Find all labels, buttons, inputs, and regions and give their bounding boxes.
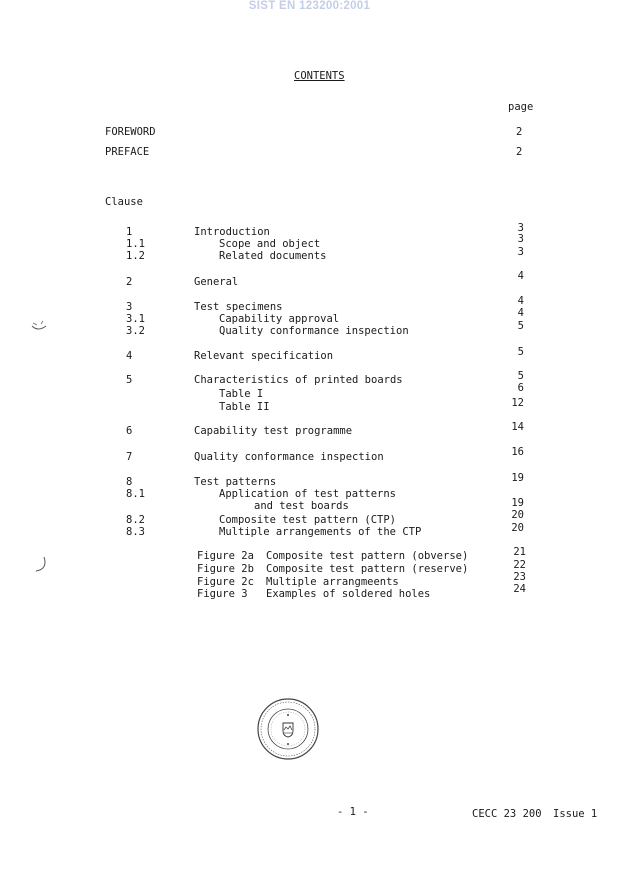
toc-page-number: 4: [517, 295, 524, 307]
toc-page-number: 5: [517, 346, 524, 358]
toc-clause-number: 3: [126, 301, 133, 313]
toc-clause-number: 1.2: [126, 250, 145, 262]
binding-mark-icon: [30, 318, 50, 334]
front-matter-foreword-page: 2: [516, 126, 523, 138]
front-matter-preface-page: 2: [516, 146, 523, 158]
toc-page-number: 16: [511, 446, 524, 458]
toc-clause-title: Capability test programme: [194, 425, 353, 437]
figure-label: Figure 2a: [197, 550, 254, 562]
toc-page-number: 19: [511, 472, 524, 484]
toc-page-number: 3: [517, 246, 524, 258]
figure-title: Examples of soldered holes: [266, 588, 431, 600]
page-title: CONTENTS: [294, 70, 345, 82]
toc-clause-title: Test specimens: [194, 301, 283, 313]
toc-page-number: 5: [517, 370, 524, 382]
toc-page-number: 5: [517, 320, 524, 332]
toc-clause-number: 8.2: [126, 514, 145, 526]
toc-clause-title: Application of test patterns: [219, 488, 397, 500]
watermark: SIST EN 123200:2001: [248, 0, 371, 12]
toc-clause-number: 8: [126, 476, 133, 488]
figure-label: Figure 2b: [197, 563, 254, 575]
toc-clause-title: Quality conformance inspection: [219, 325, 409, 337]
figure-page-number: 22: [513, 559, 526, 571]
figure-label: Figure 3: [197, 588, 248, 600]
toc-clause-title: Test patterns: [194, 476, 277, 488]
figure-page-number: 24: [513, 583, 526, 595]
toc-clause-title: Introduction: [194, 226, 270, 238]
toc-page-number: 3: [517, 233, 524, 245]
front-matter-preface-label: PREFACE: [105, 146, 150, 158]
toc-clause-number: 8.1: [126, 488, 145, 500]
front-matter-foreword-label: FOREWORD: [105, 126, 156, 138]
toc-clause-number: 3.2: [126, 325, 145, 337]
toc-page-number: 20: [511, 522, 524, 534]
page-column-header: page: [508, 101, 534, 113]
toc-page-number: 3: [517, 222, 524, 234]
toc-clause-number: 3.1: [126, 313, 145, 325]
toc-clause-number: 1.1: [126, 238, 145, 250]
toc-clause-title: Multiple arrangements of the CTP: [219, 526, 422, 538]
figure-page-number: 21: [513, 546, 526, 558]
figure-page-number: 23: [513, 571, 526, 583]
footer-doc-ref: CECC 23 200: [472, 808, 542, 820]
toc-clause-number: 2: [126, 276, 133, 288]
toc-clause-title: Quality conformance inspection: [194, 451, 384, 463]
footer-page-number: - 1 -: [337, 806, 369, 818]
toc-clause-title: Related documents: [219, 250, 327, 262]
stamp-seal-icon: [256, 697, 320, 761]
toc-page-number: 4: [517, 270, 524, 282]
toc-page-number: 19: [511, 497, 524, 509]
toc-clause-number: 7: [126, 451, 133, 463]
figure-label: Figure 2c: [197, 576, 254, 588]
toc-page-number: 6: [517, 382, 524, 394]
toc-clause-title: Capability approval: [219, 313, 340, 325]
toc-clause-title: and test boards: [254, 500, 349, 512]
toc-clause-title: General: [194, 276, 239, 288]
toc-page-number: 14: [511, 421, 524, 433]
toc-page-number: 12: [511, 397, 524, 409]
toc-clause-title: Composite test pattern (CTP): [219, 514, 397, 526]
toc-clause-title: Table I: [219, 388, 264, 400]
figure-title: Composite test pattern (reserve): [266, 563, 469, 575]
toc-clause-number: 1: [126, 226, 133, 238]
figure-title: Multiple arrangmeents: [266, 576, 399, 588]
toc-clause-title: Scope and object: [219, 238, 321, 250]
clause-header: Clause: [105, 196, 143, 208]
toc-clause-number: 5: [126, 374, 133, 386]
footer-issue: Issue 1: [553, 808, 598, 820]
toc-clause-number: 8.3: [126, 526, 145, 538]
toc-page-number: 4: [517, 307, 524, 319]
toc-clause-title: Characteristics of printed boards: [194, 374, 403, 386]
toc-clause-title: Relevant specification: [194, 350, 334, 362]
binding-mark-icon: [32, 555, 48, 575]
toc-page-number: 20: [511, 509, 524, 521]
toc-clause-number: 4: [126, 350, 133, 362]
toc-clause-number: 6: [126, 425, 133, 437]
figure-title: Composite test pattern (obverse): [266, 550, 469, 562]
toc-clause-title: Table II: [219, 401, 270, 413]
